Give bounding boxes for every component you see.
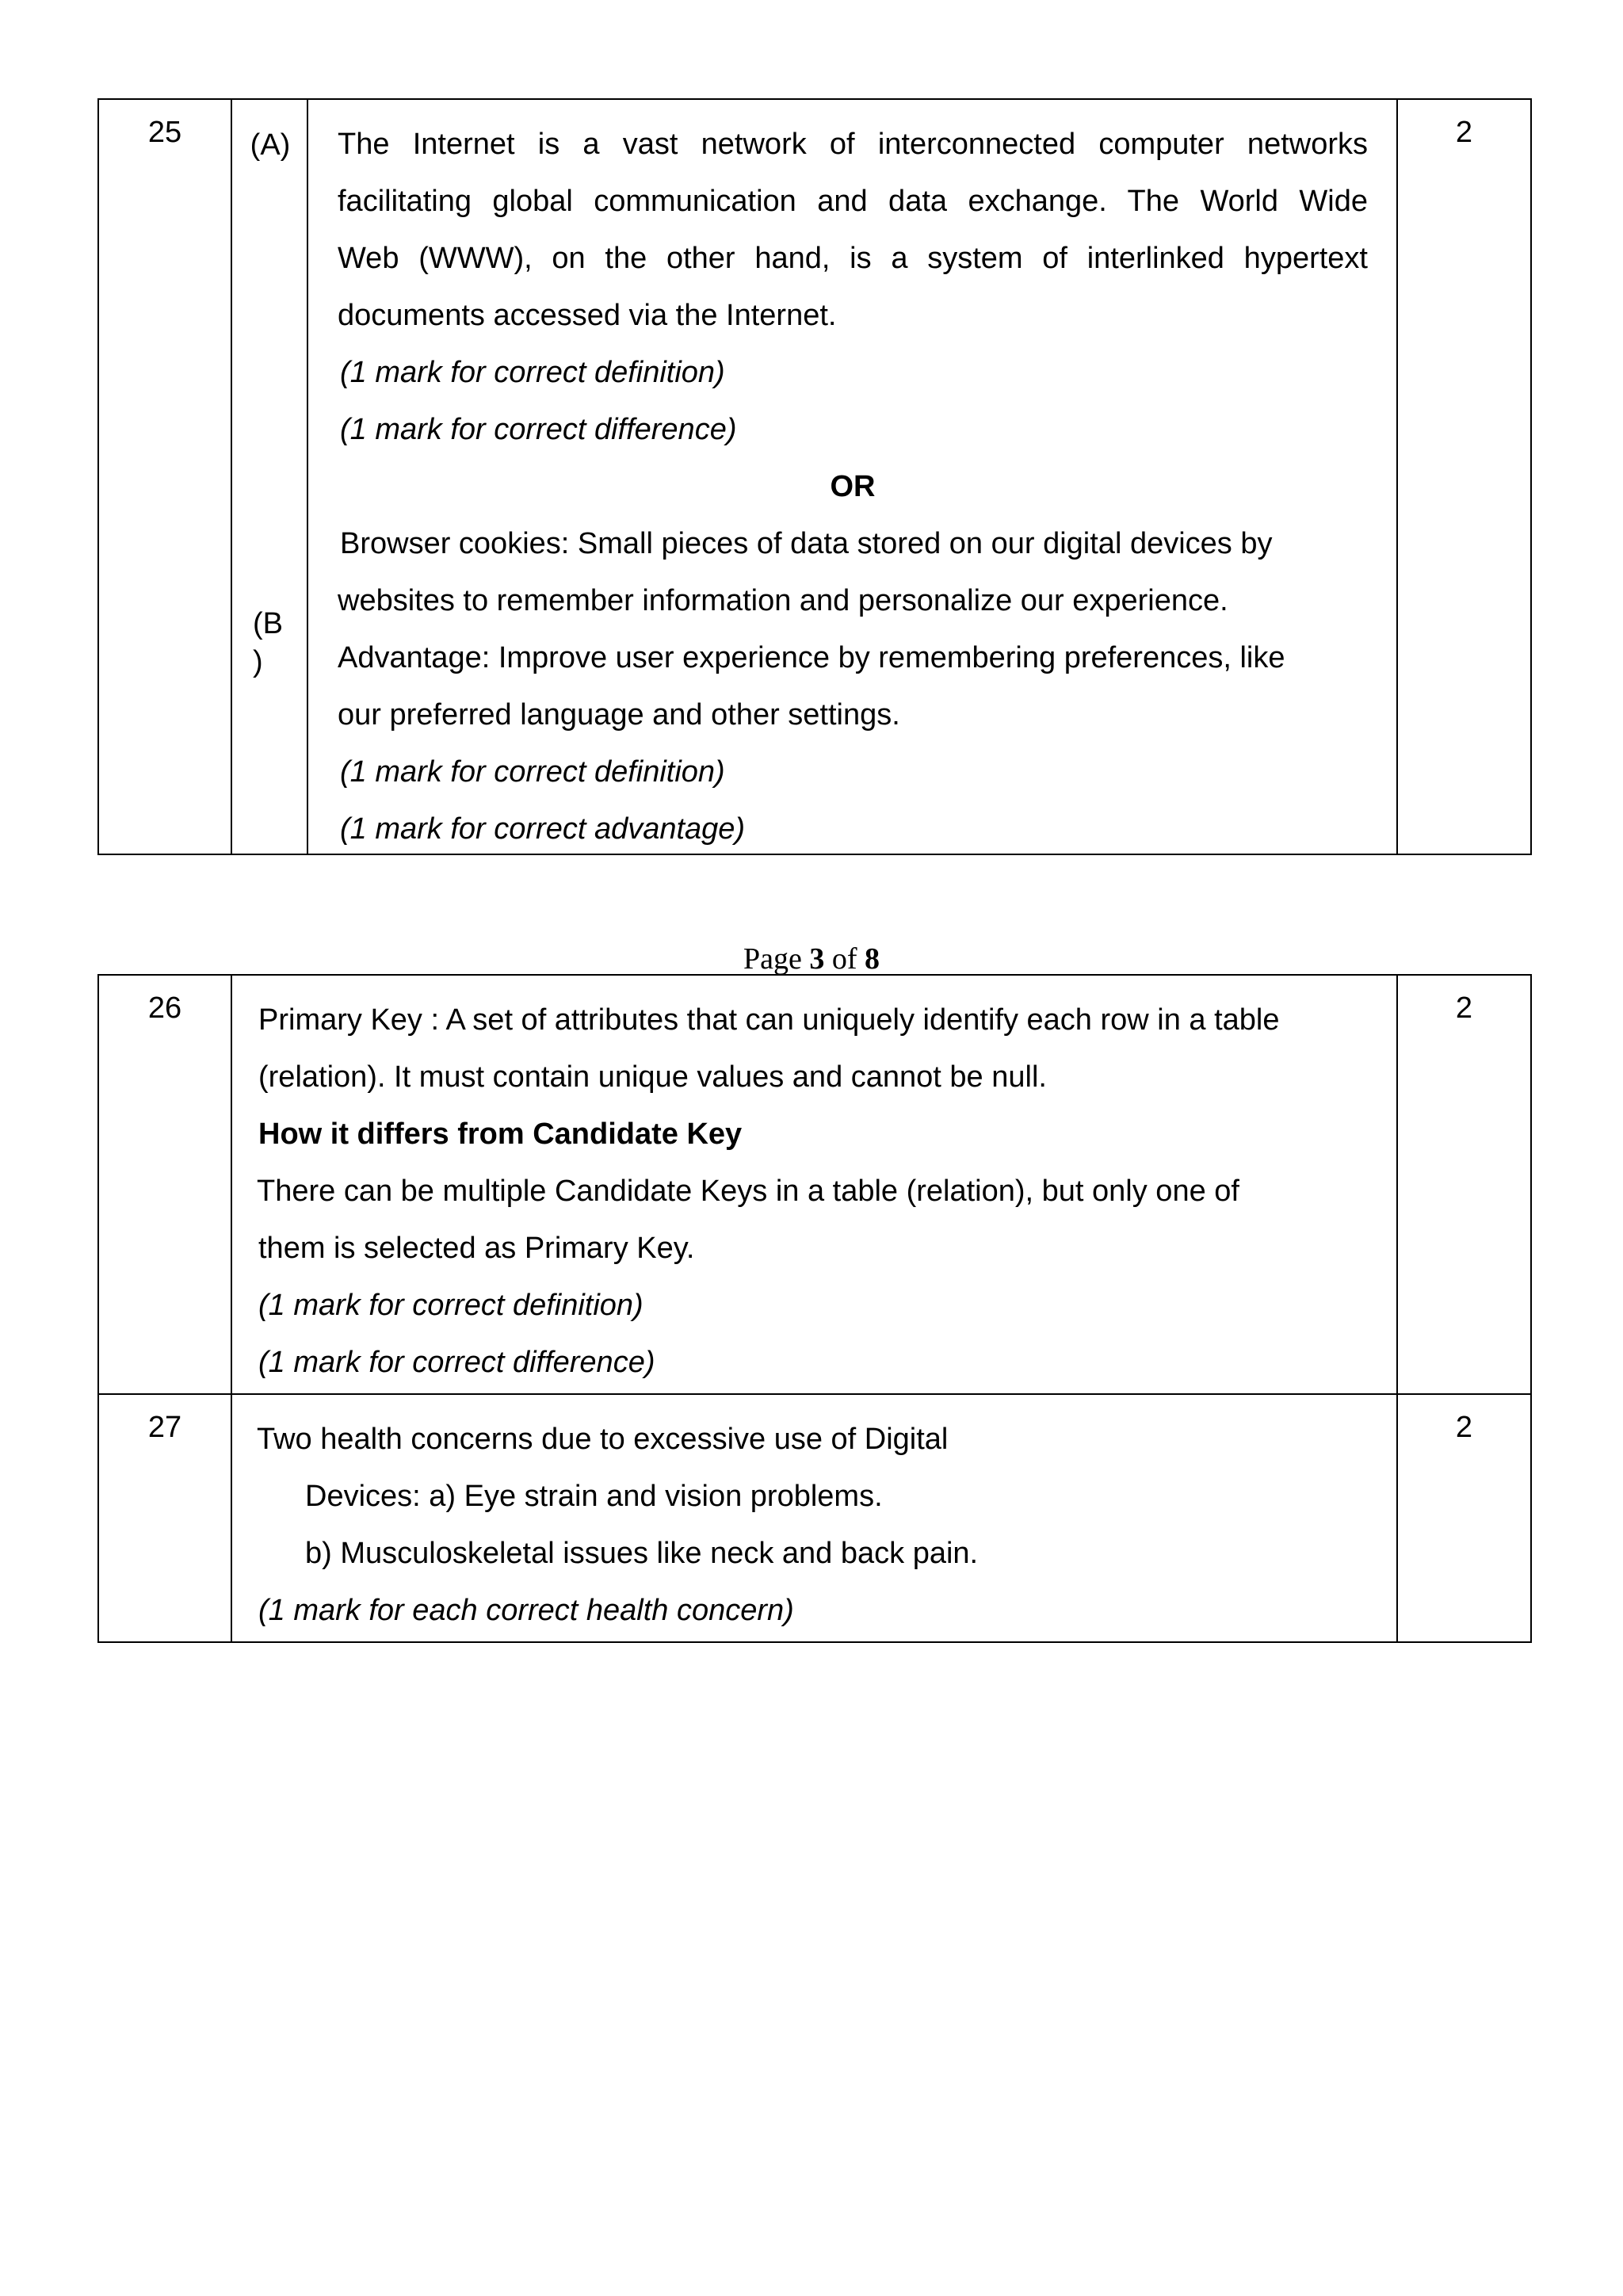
answer-line: Devices: a) Eye strain and vision problems. <box>305 1480 883 1513</box>
option-column <box>232 100 308 854</box>
answer-line: Two health concerns due to excessive use of Digital <box>257 1423 949 1456</box>
answer-line: Advantage: Improve user experience by remembering preferences, like <box>338 641 1285 674</box>
answer-line: There can be multiple Candidate Keys in a table (relation), but only one of <box>257 1175 1239 1208</box>
answer-text <box>308 100 1398 854</box>
question-number: 27 <box>99 1395 232 1641</box>
marking-note: (1 mark for correct definition) <box>340 356 725 389</box>
answer-line: The Internet is a vast network of interconnected computer networks <box>338 128 1368 161</box>
answer-line: our preferred language and other settings. <box>338 698 900 732</box>
question-number: 26 <box>99 976 232 1393</box>
answer-line: Primary Key : A set of attributes that can uniquely identify each row in a table <box>258 1003 1280 1037</box>
answer-line: (relation). It must contain unique values and cannot be null. <box>258 1060 1047 1094</box>
option-a-label: (A) <box>250 128 291 162</box>
marks: 2 <box>1455 1411 1473 1444</box>
question-25-table <box>97 98 1532 855</box>
marking-note: (1 mark for correct difference) <box>340 413 737 446</box>
question-27-row <box>99 1393 1530 1641</box>
answer-line: b) Musculoskeletal issues like neck and back pain. <box>305 1537 979 1570</box>
answer-text <box>232 1395 1398 1641</box>
answer-line: documents accessed via the Internet. <box>338 299 837 332</box>
answer-line: Web (WWW), on the other hand, is a system of interlinked hypertext <box>338 242 1368 275</box>
marking-note: (1 mark for correct advantage) <box>340 812 746 846</box>
answer-line: websites to remember information and personalize our experience. <box>338 584 1228 617</box>
page-word: Page <box>743 942 802 976</box>
answer-line: them is selected as Primary Key. <box>258 1232 695 1265</box>
marks: 2 <box>1455 991 1473 1025</box>
option-b-label: (B <box>253 607 283 640</box>
or-separator: OR <box>830 470 876 503</box>
question-number: 25 <box>99 100 232 854</box>
marking-note: (1 mark for correct difference) <box>258 1346 655 1379</box>
page-number <box>0 941 1623 977</box>
current-page: 3 <box>809 942 825 976</box>
answer-line: facilitating global communication and data exchange. The World Wide <box>338 185 1368 218</box>
question-25-row <box>99 100 1530 854</box>
marking-note: (1 mark for correct definition) <box>258 1289 643 1322</box>
answer-text <box>232 976 1398 1393</box>
marking-note: (1 mark for each correct health concern) <box>258 1594 794 1627</box>
marking-note: (1 mark for correct definition) <box>340 755 725 789</box>
question-26-row <box>99 976 1530 1393</box>
of-word: of <box>831 942 857 976</box>
option-b-label-cont: ) <box>253 645 263 678</box>
answer-line: Browser cookies: Small pieces of data stored on our digital devices by <box>340 527 1273 560</box>
marks: 2 <box>1455 116 1473 149</box>
total-pages: 8 <box>865 942 880 976</box>
subheading: How it differs from Candidate Key <box>258 1117 743 1151</box>
questions-26-27-table <box>97 974 1532 1643</box>
